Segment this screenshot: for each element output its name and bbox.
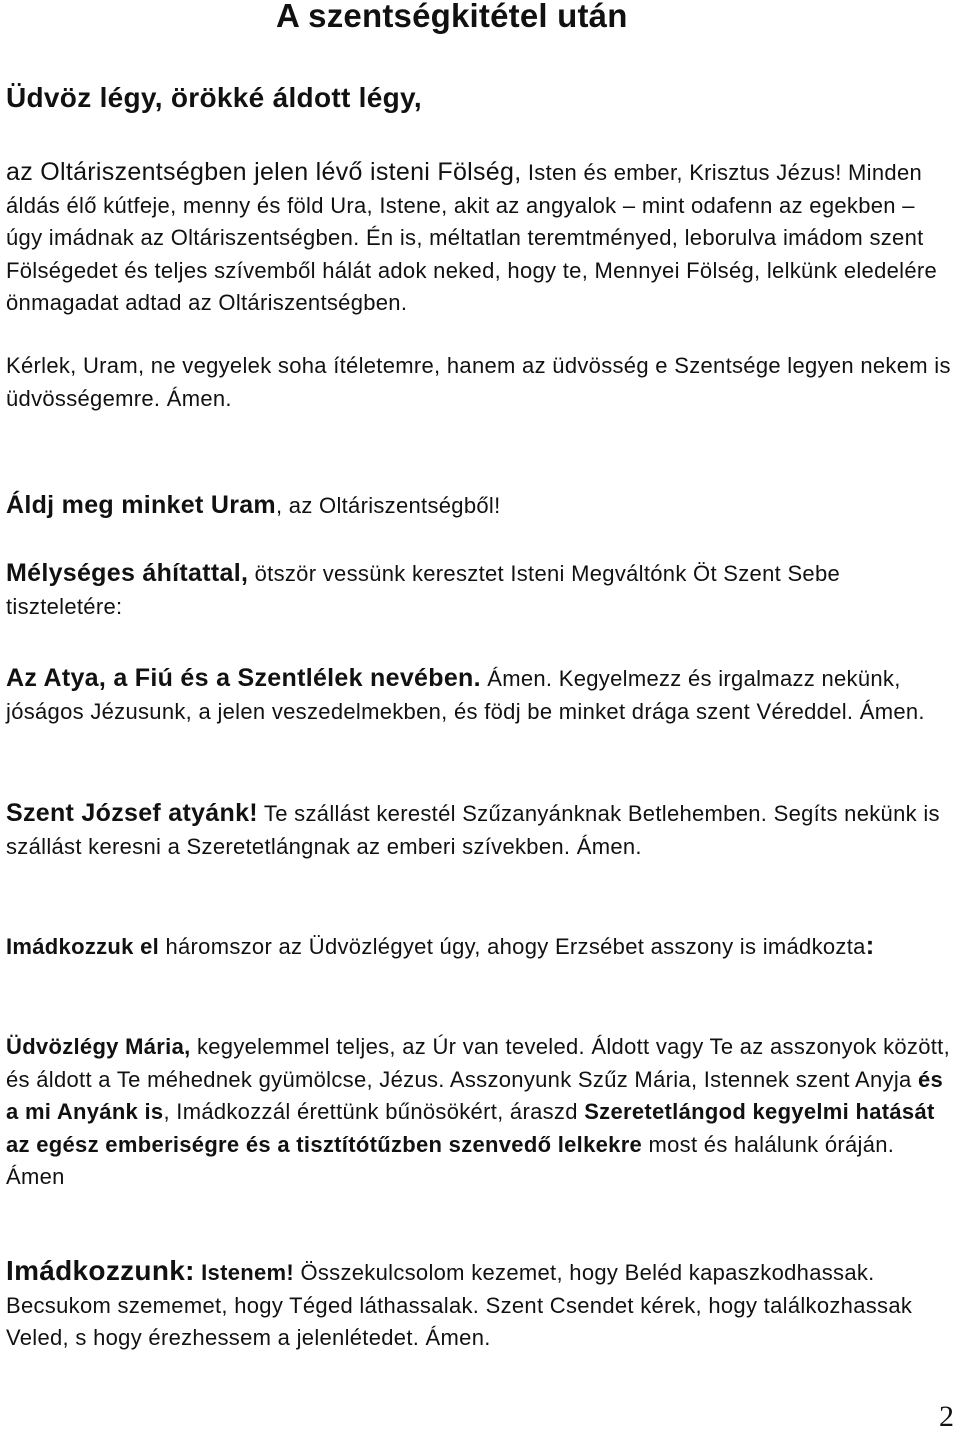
reverence-bold: Mélységes áhítattal,	[6, 559, 249, 587]
hail-mary-paragraph	[6, 1031, 954, 1194]
blessing-line	[6, 489, 954, 523]
blessing-rest: , az Oltáriszentségből!	[275, 493, 501, 518]
instruction-paragraph	[6, 929, 954, 964]
petition-paragraph: Kérlek, Uram, ne vegyelek soha ítéletemre, hanem az üdvösség e Szentsége legyen nekem is üdvösségemre. Ámen.	[6, 353, 951, 411]
blessing-bold: Áldj meg minket Uram	[6, 491, 276, 519]
reverence-paragraph	[6, 557, 954, 623]
hail-mary-bold-3: Szeretetlángod kegyelmi hatását az egész emberiségre és a tisztítótűzben szenvedő lelkekre	[6, 1099, 935, 1157]
hail-mary-text-2: , Imádkozzál érettünk bűnösökért, áraszd	[163, 1099, 585, 1124]
trinity-paragraph	[6, 662, 954, 728]
hail-mary-text-1: kegyelemmel teljes, az Úr van teveled. Áldott vagy Te az asszonyok között, és áldott a Te méhednek gyümölcse, Jézus. Asszonyunk Szűz Mária, Istennek szent Anyja	[6, 1034, 950, 1092]
opening-prayer-lead-rest: Isten és ember, Krisztus	[521, 160, 770, 185]
joseph-rest: Te szállást kerestél Szűzanyánknak Betlehemben. Segíts nekünk is szállást keresni a Szeretetlángnak az emberi szívekben. Ámen.	[6, 801, 940, 859]
opening-prayer-paragraph	[6, 156, 954, 320]
page-title: A szentségkitétel után	[276, 0, 628, 34]
final-prayer-paragraph	[6, 1255, 954, 1355]
joseph-paragraph	[6, 797, 954, 863]
trinity-bold: Az Atya, a Fiú és a Szentlélek nevében.	[6, 664, 481, 692]
joseph-bold: Szent József atyánk!	[6, 799, 258, 827]
hail-mary-bold-1: Üdvözlégy Mária,	[6, 1034, 191, 1059]
reverence-rest: ötször vessünk keresztet Isteni Megváltónk Öt Szent Sebe tiszteletére:	[6, 561, 841, 619]
instruction-bold: Imádkozzuk el	[6, 934, 160, 959]
final-prayer-body: Összekulcsolom kezemet, hogy Beléd kapaszkodhassak. Becsukom szememet, hogy Téged láthassalak. Szent Csendet kérek, hogy találkozhassak Veled, s hogy érezhessem a jelenlétedet. Ámen.	[6, 1260, 913, 1350]
hail-mary-bold-2: és a mi Anyánk is	[6, 1066, 944, 1124]
hail-mary-text-3: most és halálunk óráján. Ámen	[6, 1131, 895, 1189]
page-number: 2	[939, 1400, 954, 1433]
opening-prayer-lead: az Oltáriszentségben jelen lévő isteni Fölség,	[6, 158, 522, 186]
instruction-rest: háromszor az Üdvözlégyet úgy, ahogy Erzsébet asszony is imádkozta	[159, 934, 866, 959]
instruction-colon: :	[865, 930, 875, 960]
greeting-heading: Üdvöz légy, örökké áldott légy,	[6, 82, 422, 113]
final-prayer-heading: Imádkozzunk:	[6, 1255, 195, 1286]
final-prayer-bold: Istenem!	[194, 1260, 295, 1285]
trinity-rest: Ámen. Kegyelmezz és irgalmazz nekünk, jóságos Jézusunk, a jelen veszedelmekben, és födj be minket drága szent Véreddel. Ámen.	[6, 666, 925, 724]
opening-prayer-body: Jézus! Minden áldás élő kútfeje, menny és föld Ura, Istene, akit az angyalok – mint odafenn az egekben – úgy imádnak az Oltáriszentségben. Én is, méltatlan teremtményed, leborulva imádom szent Fölségedet és teljes szívemből hálát adok neked, hogy te, Mennyei Fölség, lelkünk eledelére önmagadat adtad az Oltáriszentségben.	[6, 160, 938, 315]
